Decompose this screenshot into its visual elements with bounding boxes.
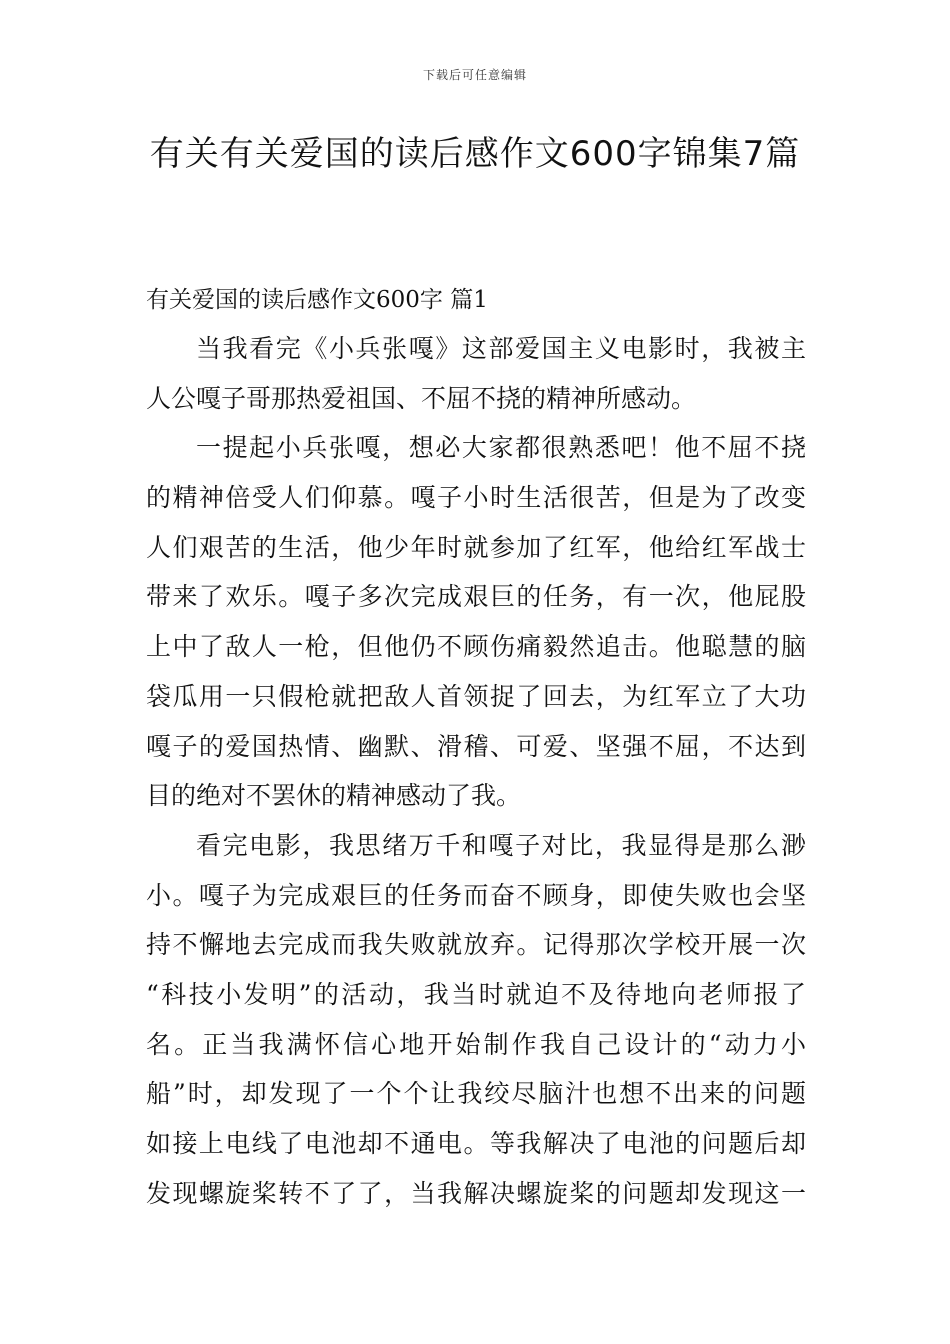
paragraph-line: 的精神倍受人们仰慕。嘎子小时生活很苦，但是为了改变 [146,483,806,513]
paragraph-line: 上中了敌人一枪，但他仍不顾伤痛毅然追击。他聪慧的脑 [146,632,806,662]
paragraph-line: 人们艰苦的生活，他少年时就参加了红军，他给红军战士 [146,532,806,562]
paragraph-line: 看完电影，我思绪万千和嘎子对比，我显得是那么渺 [196,830,806,860]
paragraph-line: 持不懈地去完成而我失败就放弃。记得那次学校开展一次 [146,930,806,960]
paragraph-line: 当我看完《小兵张嘎》这部爱国主义电影时，我被主 [196,334,806,363]
paragraph-line: 发现螺旋桨转不了了，当我解决螺旋桨的问题却发现这一 [146,1178,806,1208]
paragraph-line: 嘎子的爱国热情、幽默、滑稽、可爱、坚强不屈，不达到 [146,731,806,761]
paragraph-line: “科技小发明”的活动，我当时就迫不及待地向老师报了 [146,979,806,1009]
paragraph-line: 目的绝对不罢休的精神感动了我。 [146,781,522,811]
paragraph-2 [146,429,806,814]
paragraph-line: 名。正当我满怀信心地开始制作我自己设计的“动力小 [146,1029,806,1059]
document-title: 有关有关爱国的读后感作文600字锦集7篇 [149,134,801,174]
section-heading: 有关爱国的读后感作文600字 篇1 [146,287,488,313]
paragraph-line: 人公嘎子哥那热爱祖国、不屈不挠的精神所感动。 [146,383,697,413]
paragraph-line: 一提起小兵张嘎，想必大家都很熟悉吧！他不屈不挠 [196,433,806,463]
paragraph-3 [146,827,806,1212]
paragraph-line: 带来了欢乐。嘎子多次完成艰巨的任务，有一次，他屁股 [146,582,806,612]
paragraph-line: 小。嘎子为完成艰巨的任务而奋不顾身，即使失败也会坚 [146,880,806,910]
paragraph-line: 船”时，却发现了一个个让我绞尽脑汁也想不出来的问题 [146,1079,806,1109]
header-note: 下载后可任意编辑 [422,68,527,82]
paragraph-1 [146,330,806,417]
paragraph-line: 如接上电线了电池却不通电。等我解决了电池的问题后却 [146,1129,806,1158]
document-body [146,280,806,1224]
paragraph-line: 袋瓜用一只假枪就把敌人首领捉了回去，为红军立了大功 [146,681,806,711]
